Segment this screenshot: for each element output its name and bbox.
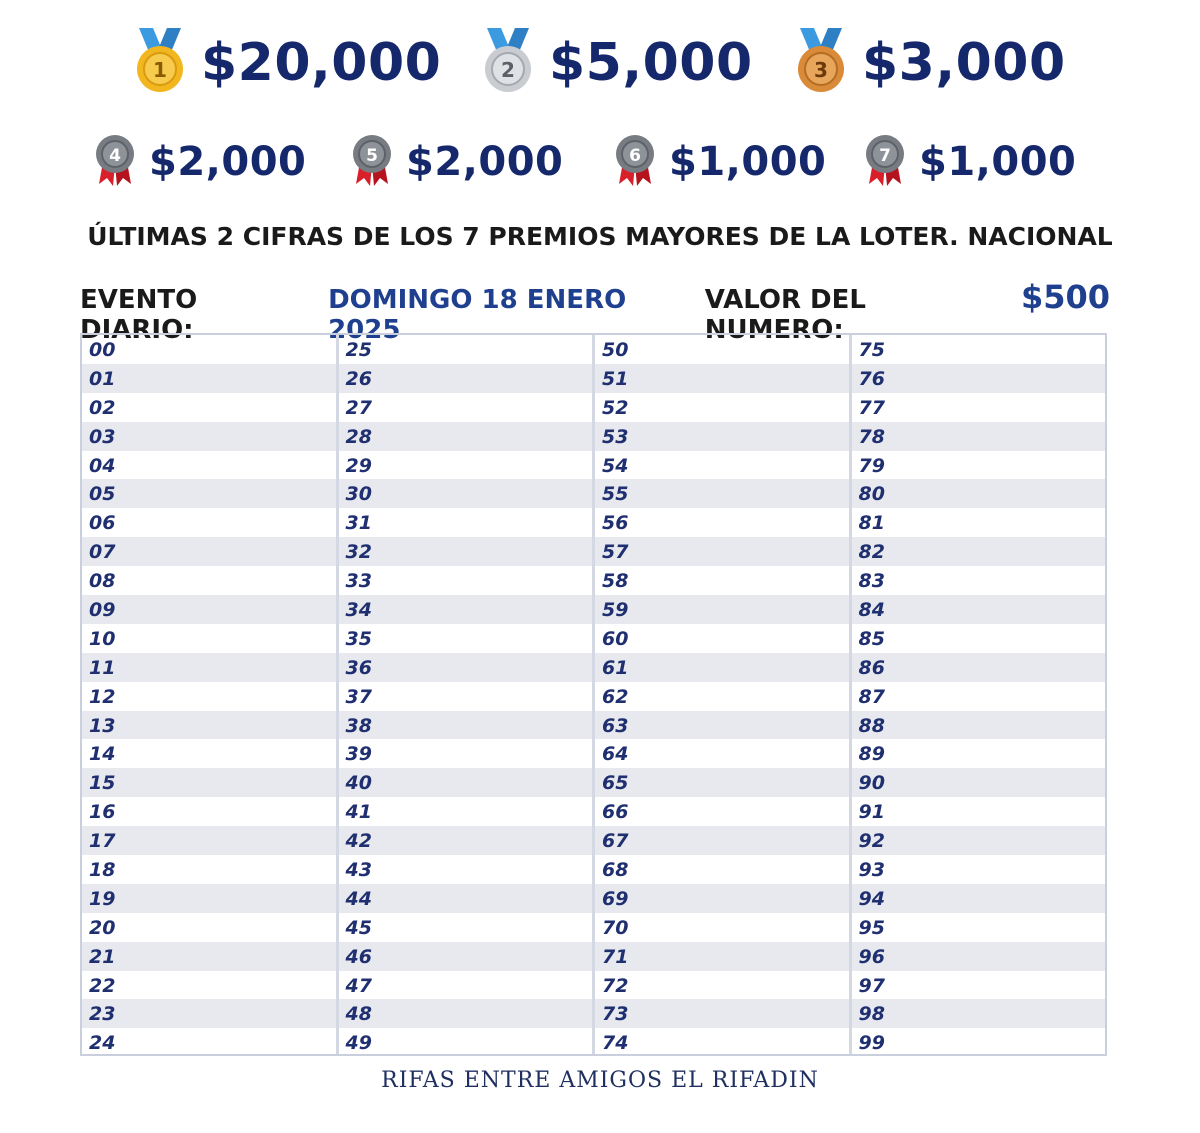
number-cell[interactable]: 92: [852, 826, 1106, 855]
number-cell[interactable]: 94: [852, 884, 1106, 913]
number-cell[interactable]: 35: [345, 627, 372, 650]
number-cell[interactable]: 90: [852, 768, 1106, 797]
number-cell[interactable]: 93: [858, 859, 885, 882]
rosette-medal-icon: [352, 134, 392, 190]
number-cell[interactable]: 66: [602, 801, 629, 824]
medal-number: 7: [879, 146, 891, 166]
number-cell[interactable]: 13: [82, 711, 336, 740]
number-cell[interactable]: 42: [339, 826, 593, 855]
number-cell[interactable]: 53: [595, 422, 849, 451]
number-cell[interactable]: 83: [858, 570, 885, 593]
prize-3rd: [794, 28, 1066, 98]
number-cell[interactable]: 72: [602, 974, 629, 997]
number-cell[interactable]: 88: [852, 711, 1106, 740]
medal-number: 1: [153, 58, 167, 82]
number-cell[interactable]: 24: [89, 1032, 116, 1055]
number-cell[interactable]: 56: [602, 512, 629, 535]
prize-amount: $1,000: [919, 139, 1077, 185]
number-cell[interactable]: 55: [595, 479, 849, 508]
number-cell[interactable]: 39: [345, 743, 372, 766]
number-cell[interactable]: 18: [89, 859, 116, 882]
rosette-medal-icon: [865, 134, 905, 190]
number-cell[interactable]: 37: [345, 685, 372, 708]
prize-4th: [95, 134, 306, 190]
number-cell[interactable]: 43: [345, 859, 372, 882]
prize-6th: [615, 134, 826, 190]
number-cell[interactable]: 96: [852, 942, 1106, 971]
number-cell[interactable]: 87: [858, 685, 885, 708]
event-date: DOMINGO 18 ENERO 2025: [328, 285, 627, 345]
number-cell[interactable]: 98: [852, 999, 1106, 1028]
number-cell[interactable]: 22: [89, 974, 116, 997]
number-cell[interactable]: 21: [82, 942, 336, 971]
number-cell[interactable]: 02: [89, 396, 116, 419]
number-cell[interactable]: 05: [82, 479, 336, 508]
number-cell[interactable]: 17: [82, 826, 336, 855]
number-cell[interactable]: 77: [858, 396, 885, 419]
medal-number: 4: [109, 146, 121, 166]
number-cell[interactable]: 99: [858, 1032, 885, 1055]
number-cell[interactable]: 03: [82, 422, 336, 451]
footer-brand: RIFAS ENTRE AMIGOS EL RIFADIN: [381, 1068, 819, 1093]
prize-amount: $1,000: [669, 139, 827, 185]
number-cell[interactable]: 26: [339, 364, 593, 393]
prize-amount: $3,000: [862, 33, 1066, 93]
number-cell[interactable]: 65: [595, 768, 849, 797]
number-cell[interactable]: 52: [602, 396, 629, 419]
number-cell[interactable]: 15: [82, 768, 336, 797]
prize-amount: $20,000: [201, 33, 442, 93]
prize-5th: [352, 134, 563, 190]
number-cell[interactable]: 44: [339, 884, 593, 913]
silver-medal-icon: [481, 28, 535, 98]
number-cell[interactable]: 78: [852, 422, 1106, 451]
number-cell[interactable]: 59: [595, 595, 849, 624]
number-column: [595, 335, 852, 1054]
medal-number: 5: [366, 146, 378, 166]
number-cell[interactable]: 00: [89, 339, 116, 361]
number-cell[interactable]: 76: [852, 364, 1106, 393]
prize-amount: $2,000: [406, 139, 564, 185]
number-cell[interactable]: 32: [339, 537, 593, 566]
number-cell[interactable]: 80: [852, 479, 1106, 508]
prize-row-top: [0, 28, 1200, 108]
valor-label: VALOR DEL NUMERO:: [704, 285, 866, 345]
number-cell[interactable]: 45: [345, 916, 372, 939]
number-cell[interactable]: 95: [858, 916, 885, 939]
prize-amount: $2,000: [149, 139, 307, 185]
headline: ÚLTIMAS 2 CIFRAS DE LOS 7 PREMIOS MAYORES DE LA LOTER. NACIONAL: [87, 222, 1113, 251]
number-cell[interactable]: 30: [339, 479, 593, 508]
number-cell[interactable]: 14: [89, 743, 116, 766]
number-cell[interactable]: 85: [858, 627, 885, 650]
number-grid: [80, 333, 1107, 1056]
number-cell[interactable]: 61: [595, 653, 849, 682]
number-cell[interactable]: 46: [339, 942, 593, 971]
number-cell[interactable]: 38: [339, 711, 593, 740]
number-cell[interactable]: 48: [339, 999, 593, 1028]
number-column: [852, 335, 1106, 1054]
number-cell[interactable]: 60: [602, 627, 629, 650]
prize-amount: $5,000: [549, 33, 753, 93]
medal-number: 2: [501, 58, 515, 82]
number-cell[interactable]: 08: [89, 570, 116, 593]
prize-7th: [865, 134, 1076, 190]
number-cell[interactable]: 91: [858, 801, 885, 824]
number-cell[interactable]: 97: [858, 974, 885, 997]
number-cell[interactable]: 40: [339, 768, 593, 797]
number-cell[interactable]: 57: [595, 537, 849, 566]
number-cell[interactable]: 82: [852, 537, 1106, 566]
number-cell[interactable]: 06: [89, 512, 116, 535]
number-cell[interactable]: 09: [82, 595, 336, 624]
number-cell[interactable]: 79: [858, 454, 885, 477]
prize-row-bottom: [0, 134, 1200, 214]
number-cell[interactable]: 16: [89, 801, 116, 824]
number-cell[interactable]: 10: [89, 627, 116, 650]
gold-medal-icon: [133, 28, 187, 98]
number-cell[interactable]: 75: [858, 339, 885, 361]
number-cell[interactable]: 67: [595, 826, 849, 855]
event-label: EVENTO DIARIO:: [80, 285, 198, 345]
number-cell[interactable]: 04: [89, 454, 116, 477]
medal-number: 3: [814, 58, 828, 82]
number-cell[interactable]: 50: [602, 339, 629, 361]
number-cell[interactable]: 71: [595, 942, 849, 971]
number-cell[interactable]: 23: [82, 999, 336, 1028]
number-cell[interactable]: 62: [602, 685, 629, 708]
ticket-price: $500: [1020, 278, 1110, 316]
rosette-medal-icon: [95, 134, 135, 190]
prize-1st: [133, 28, 441, 98]
bronze-medal-icon: [794, 28, 848, 98]
number-cell[interactable]: 64: [602, 743, 629, 766]
number-cell[interactable]: 31: [345, 512, 372, 535]
number-cell[interactable]: 68: [602, 859, 629, 882]
number-cell[interactable]: 20: [89, 916, 116, 939]
number-cell[interactable]: 73: [595, 999, 849, 1028]
number-cell[interactable]: 81: [858, 512, 885, 535]
number-column: [339, 335, 596, 1054]
number-cell[interactable]: 11: [82, 653, 336, 682]
number-cell[interactable]: 36: [339, 653, 593, 682]
number-cell[interactable]: 89: [858, 743, 885, 766]
number-cell[interactable]: 86: [852, 653, 1106, 682]
number-cell[interactable]: 34: [339, 595, 593, 624]
number-cell[interactable]: 27: [345, 396, 372, 419]
prize-2nd: [481, 28, 753, 98]
number-cell[interactable]: 25: [345, 339, 372, 361]
number-cell[interactable]: 19: [82, 884, 336, 913]
number-cell[interactable]: 74: [602, 1032, 629, 1055]
number-cell[interactable]: 12: [89, 685, 116, 708]
number-cell[interactable]: 01: [82, 364, 336, 393]
number-column: [82, 335, 339, 1054]
number-cell[interactable]: 47: [345, 974, 372, 997]
number-cell[interactable]: 28: [339, 422, 593, 451]
medal-number: 6: [629, 146, 641, 166]
number-cell[interactable]: 84: [852, 595, 1106, 624]
number-cell[interactable]: 63: [595, 711, 849, 740]
number-cell[interactable]: 29: [345, 454, 372, 477]
number-cell[interactable]: 70: [602, 916, 629, 939]
number-cell[interactable]: 54: [602, 454, 629, 477]
number-cell[interactable]: 41: [345, 801, 372, 824]
number-cell[interactable]: 33: [345, 570, 372, 593]
number-cell[interactable]: 69: [595, 884, 849, 913]
number-cell[interactable]: 49: [345, 1032, 372, 1055]
rosette-medal-icon: [615, 134, 655, 190]
number-cell[interactable]: 58: [602, 570, 629, 593]
number-cell[interactable]: 07: [82, 537, 336, 566]
number-cell[interactable]: 51: [595, 364, 849, 393]
